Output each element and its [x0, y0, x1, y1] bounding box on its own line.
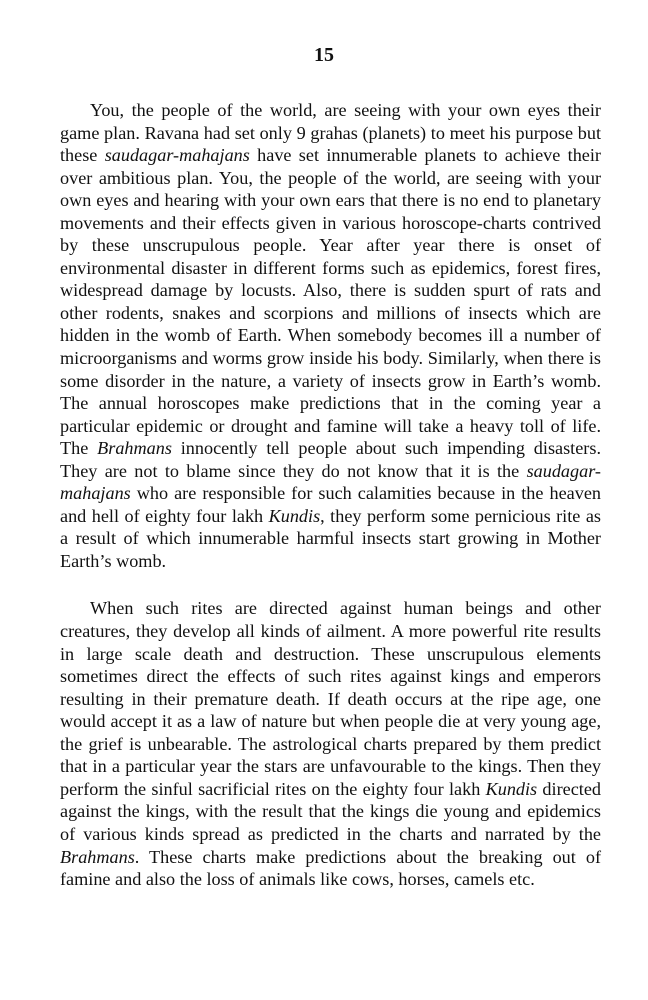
body-text [60, 99, 601, 891]
paragraph [60, 99, 601, 572]
text-run: , they perform some pernicious rite as a result of which innumerable harmful insects start growing in Mother Earth’s womb. [60, 505, 601, 571]
text-run: directed against the kings, with the result that the kings die young and epidemics of various kinds spread as predicted in the charts and narrated by the [60, 778, 601, 844]
text-run: You, the people of the world, are seeing with your own eyes their game plan. Ravana had set only 9 grahas (planets) to meet his purpose but these [60, 100, 601, 166]
italic-term: saudagar-mahajans [60, 460, 601, 504]
italic-term: Brahmans [97, 438, 172, 459]
text-run: innocently tell people about such impending disasters. They are not to blame since they do not know that it is the [60, 438, 601, 481]
italic-term: Kundis [485, 778, 538, 799]
text-run: who are responsible for such calamities because in the heaven and hell of eighty four lakh [60, 483, 601, 526]
text-run: When such rites are directed against human beings and other creatures, they develop all kinds of ailment. A more powerful rite results in large scale death and destruction. These unscrupulous elements sometimes direct the effects of such rites against kings and emperors resulting in their premature death. If death occurs at the ripe age, one would accept it as a law of nature but when people die at very young age, the grief is unbearable. The astrological charts prepared by them predict that in a particular year the stars are unfavourable to the kings. Then they perform the sinful sacrificial rites on the eighty four lakh [60, 598, 601, 799]
page-number: 15 [314, 44, 334, 66]
italic-term: Brahmans [60, 846, 135, 867]
italic-term: saudagar-mahajans [104, 145, 250, 166]
italic-term: Kundis [268, 505, 321, 526]
text-run: . These charts make predictions about the breaking out of famine and also the loss of animals like cows, horses, camels etc. [60, 846, 601, 890]
text-run: have set innumerable planets to achieve their over ambitious plan. You, the people of the world, are seeing with your own eyes and hearing with your own ears that there is no end to planetary movements and their effects given in various horoscope-charts contrived by these unscrupulous people. Year after year there is onset of environmental disaster in different forms such as epidemics, forest fires, widespread damage by locusts. Also, there is sudden spurt of rats and other rodents, snakes and scorpions and millions of insects which are hidden in the womb of Earth. When somebody becomes ill a number of microorganisms and worms grow inside his body. Similarly, when there is some disorder in the nature, a variety of insects grow in Earth’s womb. The annual horoscopes make predictions that in the coming year a particular epidemic or drought and famine will take a heavy toll of life. The [60, 145, 601, 459]
paragraph [60, 597, 601, 890]
